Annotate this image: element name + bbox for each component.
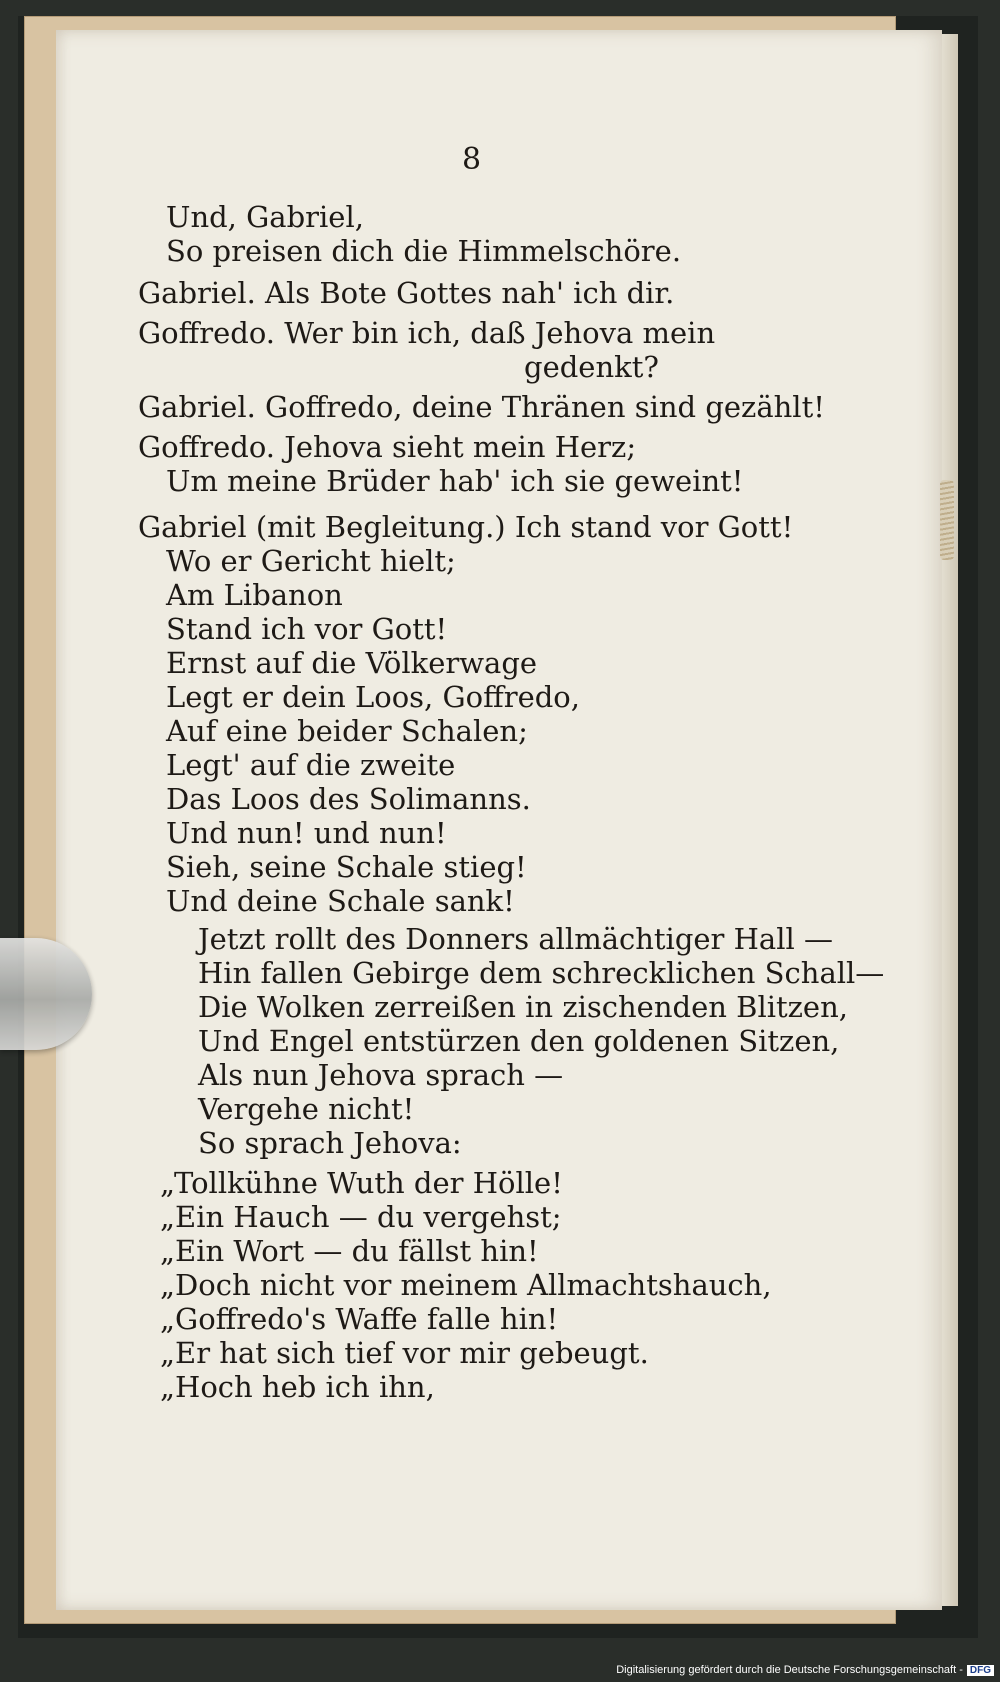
text-line: „Goffredo's Waffe falle hin! <box>160 1302 559 1336</box>
text-line: Gabriel. Goffredo, deine Thränen sind gezählt! <box>138 390 825 424</box>
text-line: Und, Gabriel, <box>166 200 364 234</box>
text-line: Hin fallen Gebirge dem schrecklichen Schall— <box>198 956 885 990</box>
text-line: Legt' auf die zweite <box>166 748 456 782</box>
text-line: Gabriel (mit Begleitung.) Ich stand vor Gott! <box>138 510 794 544</box>
text-line: Und Engel entstürzen den goldenen Sitzen, <box>198 1024 840 1058</box>
text-line: „Ein Hauch — du vergehst; <box>160 1200 562 1234</box>
text-line: Um meine Brüder hab' ich sie geweint! <box>166 464 744 498</box>
text-line: gedenkt? <box>524 350 659 384</box>
text-line: Legt er dein Loos, Goffredo, <box>166 680 580 714</box>
text-line: So preisen dich die Himmelschöre. <box>166 234 682 268</box>
text-line: „Er hat sich tief vor mir gebeugt. <box>160 1336 649 1370</box>
dfg-logo: DFG <box>967 1665 994 1676</box>
credit-text: Digitalisierung gefördert durch die Deutsche Forschungsgemeinschaft - <box>616 1664 963 1676</box>
text-line: Auf eine beider Schalen; <box>166 714 528 748</box>
text-line: „Ein Wort — du fällst hin! <box>160 1234 539 1268</box>
text-line: Und deine Schale sank! <box>166 884 515 918</box>
text-line: „Hoch heb ich ihn, <box>160 1370 435 1404</box>
text-line: Als nun Jehova sprach — <box>198 1058 564 1092</box>
page-edge <box>942 34 958 1606</box>
text-line: So sprach Jehova: <box>198 1126 462 1160</box>
text-line: Goffredo. Jehova sieht mein Herz; <box>138 430 637 464</box>
text-line: Am Libanon <box>166 578 343 612</box>
text-line: Wo er Gericht hielt; <box>166 544 456 578</box>
text-line: Goffredo. Wer bin ich, daß Jehova mein <box>138 316 716 350</box>
page-number: 8 <box>462 142 482 177</box>
text-line: „Doch nicht vor meinem Allmachtshauch, <box>160 1268 772 1302</box>
text-line: Sieh, seine Schale stieg! <box>166 850 527 884</box>
binding-thread <box>940 480 954 560</box>
text-line: Stand ich vor Gott! <box>166 612 448 646</box>
text-line: Das Loos des Solimanns. <box>166 782 531 816</box>
digitization-credit <box>616 1664 994 1676</box>
text-line: Und nun! und nun! <box>166 816 447 850</box>
text-line: Die Wolken zerreißen in zischenden Blitzen, <box>198 990 848 1024</box>
text-line: Vergehe nicht! <box>198 1092 415 1126</box>
text-line: Ernst auf die Völkerwage <box>166 646 538 680</box>
text-line: „Tollkühne Wuth der Hölle! <box>160 1166 563 1200</box>
text-line: Gabriel. Als Bote Gottes nah' ich dir. <box>138 276 675 310</box>
text-line: Jetzt rollt des Donners allmächtiger Hall — <box>198 922 833 956</box>
